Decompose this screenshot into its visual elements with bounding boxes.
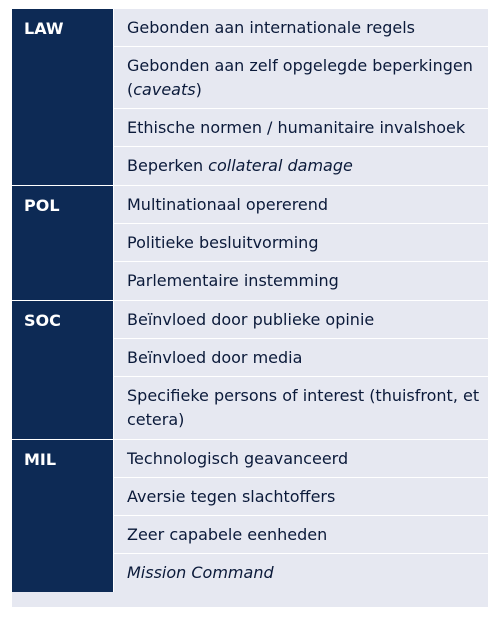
item-text: Parlementaire instemming [127, 271, 339, 290]
item-text: Beïnvloed door media [127, 347, 303, 367]
category-label: SOC [12, 301, 113, 439]
group-mil [12, 440, 488, 592]
item-text: Aversie tegen slachtoffers [127, 486, 336, 506]
list-item [114, 186, 488, 224]
item-text: Beïnvloed door publieke opinie [127, 309, 375, 329]
item-text: Beperken collateral damage [127, 156, 353, 175]
list-item [114, 47, 488, 109]
list-item [114, 478, 488, 516]
group-items [113, 9, 488, 185]
group-pol [12, 186, 488, 301]
group-soc [12, 301, 488, 440]
list-item [114, 224, 488, 262]
item-text: Zeer capabele eenheden [127, 524, 328, 544]
item-text: Multinationaal opererend [127, 194, 329, 214]
item-text: Ethische normen / humanitaire invalshoek [127, 117, 466, 137]
characteristics-table [12, 9, 488, 607]
list-item [114, 339, 488, 377]
list-item [114, 554, 488, 592]
item-text: Gebonden aan zelf opgelegde beperkingen (caveats) [127, 55, 473, 99]
item-text: Specifieke persons of interest (thuisfront, et cetera) [127, 386, 480, 429]
list-item [114, 109, 488, 147]
group-items [113, 440, 488, 592]
category-label: POL [12, 186, 113, 300]
group-items [113, 186, 488, 300]
item-text: Politieke besluitvorming [127, 232, 319, 252]
group-law [12, 9, 488, 186]
list-item [114, 262, 488, 300]
item-text: Gebonden aan internationale regels [127, 17, 416, 37]
category-label: LAW [12, 9, 113, 185]
list-item [114, 377, 488, 439]
list-item [114, 147, 488, 185]
category-label: MIL [12, 440, 113, 592]
list-item [114, 9, 488, 47]
list-item [114, 516, 488, 554]
item-text: Mission Command [127, 563, 274, 582]
group-items [113, 301, 488, 439]
list-item [114, 440, 488, 478]
item-text: Technologisch geavanceerd [127, 448, 349, 468]
list-item [114, 301, 488, 339]
